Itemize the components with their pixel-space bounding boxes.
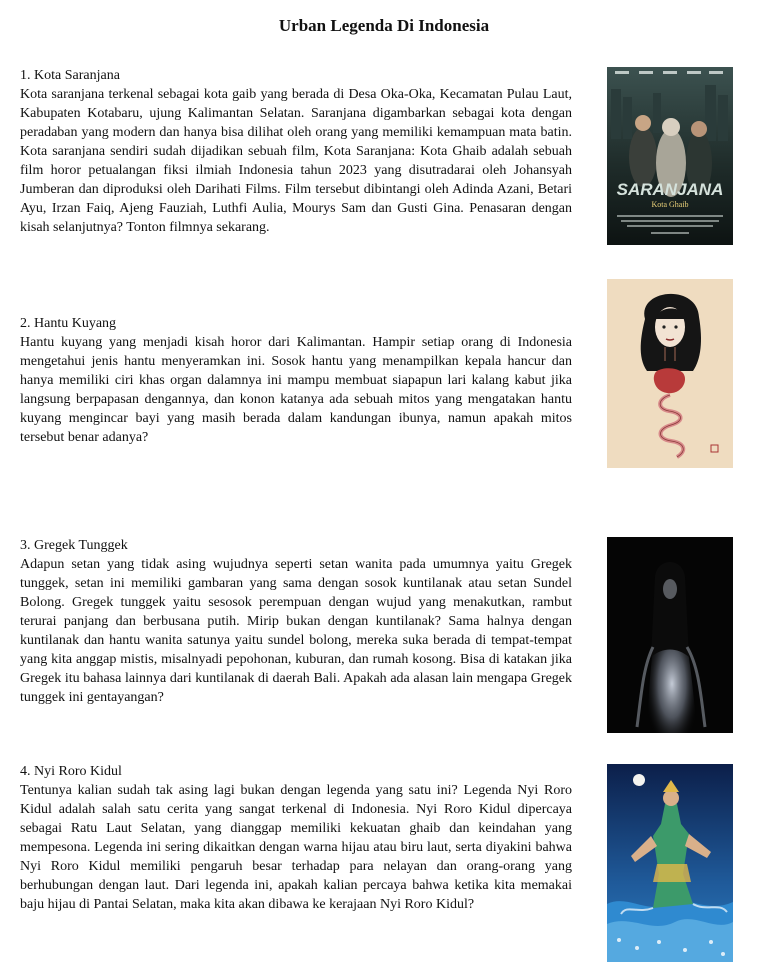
poster-title-text: SARANJANA — [616, 180, 724, 199]
poster-subtitle-text: Kota Ghaib — [651, 200, 689, 209]
section-hantu-kuyang — [20, 314, 572, 447]
section-heading: 2. Hantu Kuyang — [20, 316, 117, 331]
nyi-roro-kidul-painting-image — [607, 764, 733, 962]
section-kota-saranjana — [20, 66, 572, 237]
section-nyi-roro-kidul — [20, 762, 572, 914]
document-title: Urban Legenda Di Indonesia — [278, 16, 490, 35]
section-body: Hantu kuyang yang menjadi kisah horor dari Kalimantan. Hampir setiap orang di Indonesia mengetahui jenis hantu menyeramkan ini. Sosok hantu yang menampilkan kepala hancur dan hanya memiliki ciri khas organ dalamnya ini mampu membuat siapapun lari kalang kabut jika langsung berpapasan dengannya, dan konon katanya ada sebuah mitos yang mengatakan hantu kuyang mengincar bayi yang masih berada dalam kandungan ibunya, namun apakah mitos tersebut benar adanya? — [20, 335, 572, 445]
ghost-photo-image — [607, 537, 733, 733]
section-heading: 3. Gregek Tunggek — [20, 538, 128, 553]
section-body: Tentunya kalian sudah tak asing lagi bukan dengan legenda yang satu ini? Legenda Nyi Roro Kidul adalah salah satu cerita yang sangat terkenal di Indonesia. Nyi Roro Kidul dipercaya sebagai Ratu Laut Selatan, yang dianggap memiliki kekuatan ghaib dan keindahan yang mempesona. Legenda ini sering dikaitkan dengan warna hijau atau biru laut, serta diyakini bahwa Nyi Roro Kidul memiliki pengaruh besar terhadap para nelayan dan orang-orang yang berhubungan dengan laut. Dari legenda ini, apakah kalian percaya bahwa ketika kita memakai baju hijau di Pantai Selatan, maka kita akan dibawa ke kerajaan Nyi Roro Kidul? — [20, 783, 572, 912]
section-heading: 4. Nyi Roro Kidul — [20, 764, 122, 779]
kuyang-illustration-image — [607, 279, 733, 468]
section-body: Adapun setan yang tidak asing wujudnya seperti setan wanita pada umumnya yaitu Gregek tunggek, setan ini memiliki gambaran yang sama dengan sosok kuntilanak atau setan Sundel Bolong. Gregek tunggek yaitu sesosok perempuan dengan wujud yang menakutkan, rambut terurai panjang dan berbusana putih. Mirip bukan dengan kuntilanak? Sama halnya dengan kuntilanak dan hantu wanita satunya yaitu sundel bolong, mereka suka berada di tempat-tempat yang kita anggap mistis, misalnyadi pepohonan, kuburan, dan rumah kosong. Bisa di katakan jika Gregek itu bahasa lainnya dari kuntilanak di daerah Bali. Apakah ada alasan lain mengapa Gregek tunggek ini gentayangan? — [20, 557, 572, 705]
section-heading: 1. Kota Saranjana — [20, 68, 120, 83]
section-body: Kota saranjana terkenal sebagai kota gaib yang berada di Desa Oka-Oka, Kecamatan Pulau Laut, Kabupaten Kotabaru, ujung Kalimantan Selatan. Saranjana digambarkan sebagai kota dengan peradaban yang modern dan hanya bisa dilihat oleh orang yang memiliki kemampuan mata batin. Kota saranjana sendiri sudah dijadikan sebuah film, Kota Saranjana: Kota Ghaib adalah sebuah film horor petualangan fiksi ilmiah Indonesia tahun 2023 yang disutradarai oleh Johansyah Jumberan dan diproduksi oleh Darihati Films. Film tersebut dibintangi oleh Adinda Azani, Betari Ayu, Irzan Faiq, Ajeng Fauziah, Luthfi Aulia, Mourys Sam dan Gusti Gina. Penasaran dengan kisah selanjutnya? Tonton filmnya sekarang. — [20, 87, 572, 235]
section-gregek-tunggek — [20, 536, 572, 707]
movie-poster-image — [607, 67, 733, 245]
